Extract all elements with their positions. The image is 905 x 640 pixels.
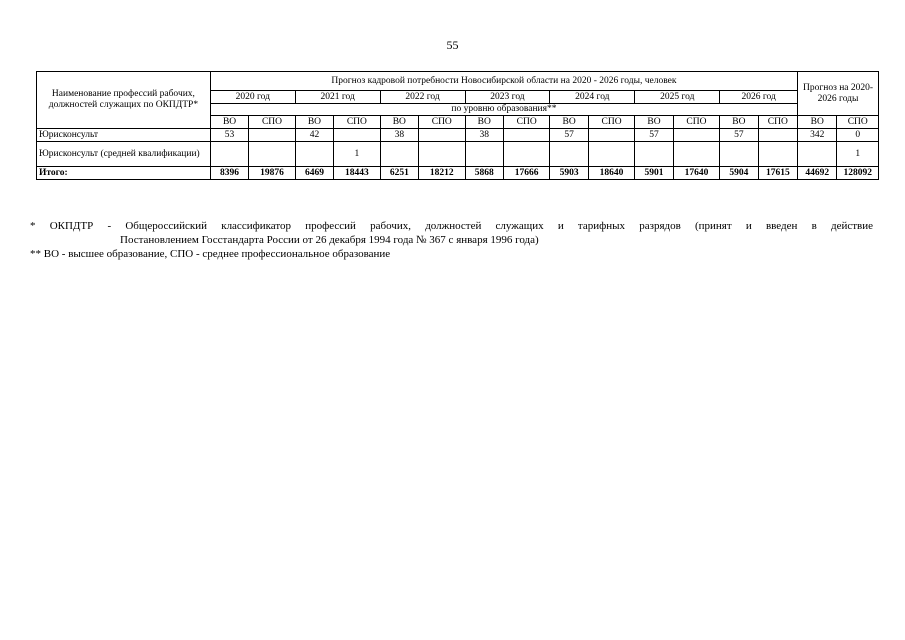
total-cell: 19876 (249, 167, 295, 180)
year-header: 2021 год (295, 91, 380, 104)
column-label: СПО (588, 116, 634, 129)
footnote-okpdtr-continuation: Постановлением Госстандарта России от 26 декабря 1994 года № 367 с января 1996 года) (120, 234, 539, 246)
cell (720, 142, 758, 167)
row-name: Юрисконсульт (средней квалификации) (37, 142, 211, 167)
total-cell: 5901 (635, 167, 673, 180)
column-label: ВО (720, 116, 758, 129)
total-cell: 5903 (550, 167, 588, 180)
cell (588, 142, 634, 167)
total-forecast-header: Прогноз на 2020-2026 годы (798, 72, 879, 116)
year-header: 2024 год (550, 91, 635, 104)
cell: 57 (550, 129, 588, 142)
column-label: ВО (210, 116, 248, 129)
column-label: СПО (334, 116, 380, 129)
total-cell: 17640 (673, 167, 719, 180)
year-header: 2025 год (635, 91, 720, 104)
row-name: Юрисконсульт (37, 129, 211, 142)
page-number: 55 (446, 38, 459, 52)
column-label: ВО (465, 116, 503, 129)
total-cell: 18443 (334, 167, 380, 180)
total-label: Итого: (37, 167, 211, 180)
column-label: ВО (380, 116, 418, 129)
column-label: СПО (503, 116, 549, 129)
column-label: СПО (758, 116, 797, 129)
year-header: 2020 год (210, 91, 295, 104)
total-row (37, 167, 879, 180)
cell (758, 129, 797, 142)
table-row (37, 129, 879, 142)
cell: 0 (837, 129, 879, 142)
column-label: СПО (837, 116, 879, 129)
total-cell: 17615 (758, 167, 797, 180)
cell: 38 (465, 129, 503, 142)
staffing-forecast-table (36, 71, 879, 180)
cell (550, 142, 588, 167)
footnote-okpdtr: * ОКПДТР - Общероссийский классификатор профессий рабочих, должностей служащих и тарифных разрядов (принят и введен в действие (30, 220, 873, 232)
cell (334, 129, 380, 142)
cell: 1 (334, 142, 380, 167)
cell: 57 (720, 129, 758, 142)
footnotes (30, 219, 873, 261)
total-cell: 128092 (837, 167, 879, 180)
cell (249, 129, 295, 142)
cell (798, 142, 837, 167)
cell (465, 142, 503, 167)
forecast-header: Прогноз кадровой потребности Новосибирской области на 2020 - 2026 годы, человек (210, 72, 797, 91)
cell (419, 142, 465, 167)
total-cell: 5868 (465, 167, 503, 180)
total-cell: 17666 (503, 167, 549, 180)
cell: 342 (798, 129, 837, 142)
education-level-header: по уровню образования** (210, 104, 797, 116)
cell (249, 142, 295, 167)
cell (673, 129, 719, 142)
total-cell: 6251 (380, 167, 418, 180)
cell: 42 (295, 129, 333, 142)
total-cell: 6469 (295, 167, 333, 180)
footnote-education-levels: ** ВО - высшее образование, СПО - среднее профессиональное образование (30, 248, 391, 260)
cell: 1 (837, 142, 879, 167)
cell (419, 129, 465, 142)
cell (758, 142, 797, 167)
year-header: 2022 год (380, 91, 465, 104)
total-cell: 18212 (419, 167, 465, 180)
total-cell: 18640 (588, 167, 634, 180)
column-label: ВО (798, 116, 837, 129)
total-cell: 8396 (210, 167, 248, 180)
table-row (37, 142, 879, 167)
cell (635, 142, 673, 167)
cell: 53 (210, 129, 248, 142)
cell (503, 142, 549, 167)
cell (295, 142, 333, 167)
cell (673, 142, 719, 167)
column-label: СПО (673, 116, 719, 129)
total-cell: 44692 (798, 167, 837, 180)
cell: 57 (635, 129, 673, 142)
column-label: ВО (635, 116, 673, 129)
cell (210, 142, 248, 167)
column-label: ВО (550, 116, 588, 129)
cell (588, 129, 634, 142)
column-label: СПО (249, 116, 295, 129)
column-label: ВО (295, 116, 333, 129)
cell (503, 129, 549, 142)
year-header: 2026 год (720, 91, 798, 104)
total-cell: 5904 (720, 167, 758, 180)
year-header: 2023 год (465, 91, 550, 104)
cell: 38 (380, 129, 418, 142)
cell (380, 142, 418, 167)
column-label: СПО (419, 116, 465, 129)
profession-name-header: Наименование профессий рабочих, должностей служащих по ОКПДТР* (37, 72, 211, 129)
